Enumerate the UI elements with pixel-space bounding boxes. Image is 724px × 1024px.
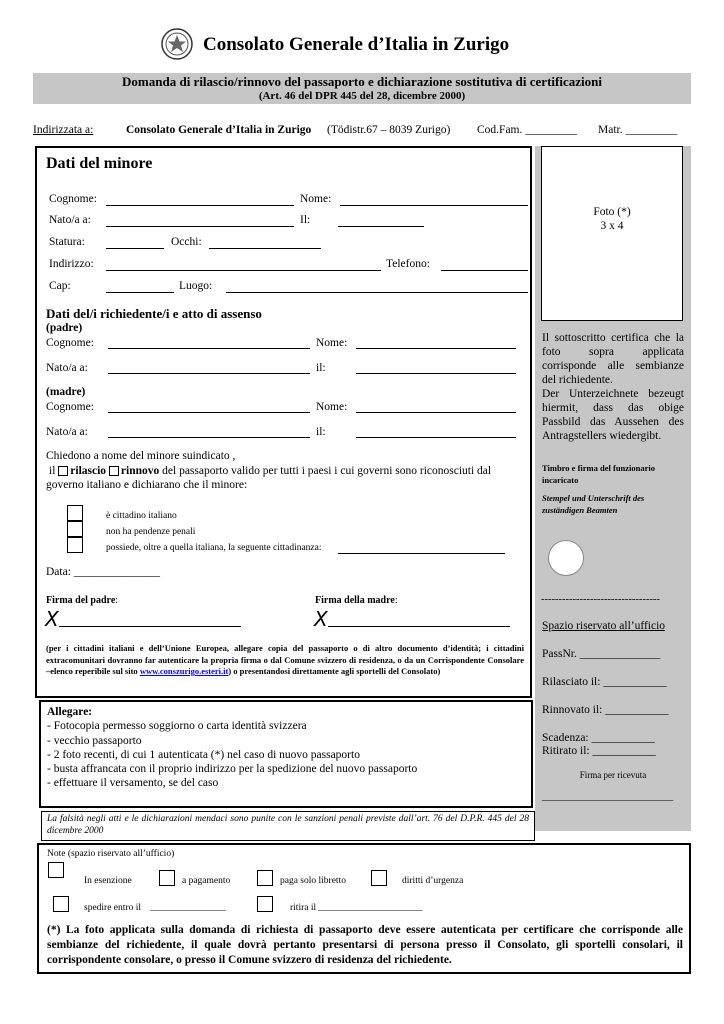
page-title: Consolato Generale d’Italia in Zurigo [203,34,510,55]
padre-il-input[interactable] [356,373,516,374]
mother-signature-text: Firma della madre [315,595,395,606]
opt-citizen-checkbox[interactable] [67,505,83,521]
minor-nato-label: Nato/a a: [49,214,91,226]
spedire-checkbox[interactable] [53,896,69,912]
padre-label: (padre) [46,322,83,334]
stamp-circle [548,540,584,576]
opt-pendenze-checkbox[interactable] [67,521,83,537]
minor-il-input[interactable] [338,226,424,227]
receipt-signature-line[interactable]: _________________________ [542,791,674,802]
urgenza-checkbox[interactable] [371,870,387,886]
falsity-statement: La falsità negli atti e le dichiarazioni mendaci sono punite con le sanzioni penali previste dall’art. 76 del D.P.R. 445 del 28 dicembre 2000 [47,814,529,836]
certification-german: Der Unterzeichnete bezeugt hiermit, dass das obige Passbild das Aussehen des Antragstellers wiedergibt. [542,388,684,442]
madre-nato-label: Nato/a a: [46,426,88,438]
form-subtitle: Domanda di rilascio/rinnovo del passaporto e dichiarazione sostitutiva di certificazioni [122,74,602,89]
minor-indirizzo-input[interactable] [106,270,381,271]
padre-nato-label: Nato/a a: [46,362,88,374]
request-line2-rest: del passaporto valido per tutti i paesi i cui governi sono riconosciuti dal [162,465,492,477]
consulate-website-link[interactable]: www.conszurigo.esteri.it [139,666,229,676]
spedire-date-input[interactable]: ________________ [150,903,226,913]
ritira-label: ritira il [290,903,317,913]
padre-nato-input[interactable] [108,373,310,374]
rinnovo-label: rinnovo [120,465,160,477]
opt-other-citizenship-checkbox[interactable] [67,537,83,553]
attachment-item: - effettuare il versamento, se del caso [47,777,219,789]
minor-heading: Dati del minore [46,155,153,172]
minor-section [35,146,532,698]
madre-nome-input[interactable] [356,412,516,413]
eu-note-part2: ) o presentandosi direttamente agli sportelli del Consolato) [228,666,441,676]
minor-nome-label: Nome: [300,193,332,205]
minor-il-label: Il: [300,214,311,226]
minor-luogo-label: Luogo: [179,280,213,292]
minor-statura-input[interactable] [106,248,164,249]
urgenza-label: diritti d’urgenza [402,876,464,886]
mother-signature-input[interactable] [328,626,510,627]
padre-nome-label: Nome: [316,337,348,349]
opt-other-citizenship-label: possiede, oltre a quella italiana, la seguente cittadinanza: [106,543,322,553]
padre-nome-input[interactable] [356,348,516,349]
minor-cap-label: Cap: [49,280,71,292]
rinnovo-checkbox[interactable] [109,466,119,476]
address-street: (Tödistr.67 – 8039 Zurigo) [327,124,451,136]
scadenza-field[interactable]: Scadenza: ___________ [542,732,655,744]
opt-citizen-label: è cittadino italiano [106,511,177,521]
sidebar-divider: ---------------------------------- [541,594,660,605]
minor-nato-input[interactable] [106,226,294,227]
minor-occhi-label: Occhi: [171,236,202,248]
request-line2 [46,465,491,477]
mother-signature-colon: : [394,595,398,606]
padre-cognome-label: Cognome: [46,337,94,349]
photo-label: Foto (*) [593,206,631,218]
esenzione-checkbox[interactable] [48,862,64,878]
madre-il-input[interactable] [356,437,516,438]
stamp-label-italian: Timbro e firma del funzionario incaricato [542,463,656,485]
mother-signature-label [315,595,398,606]
attachment-item: - 2 foto recenti, di cui 1 autenticata (*) nel caso di nuovo passaporto [47,749,360,761]
libretto-label: paga solo libretto [280,876,346,886]
minor-telefono-input[interactable] [441,270,528,271]
minor-telefono-label: Telefono: [386,258,430,270]
office-notes-label: Note (spazio riservato all’ufficio) [47,849,175,859]
codfam-field[interactable]: Cod.Fam. _________ [477,124,577,136]
madre-label: (madre) [46,386,86,398]
parents-heading: Dati del/i richiedente/i e atto di assenso [46,306,262,321]
madre-cognome-label: Cognome: [46,401,94,413]
madre-cognome-input[interactable] [108,412,310,413]
request-line1: Chiedono a nome del minore suindicato , [46,450,236,462]
matr-field[interactable]: Matr. _________ [598,124,678,136]
pagamento-label: a pagamento [182,876,231,886]
photo-size: 3 x 4 [600,220,624,232]
ritira-checkbox[interactable] [257,896,273,912]
minor-statura-label: Statura: [49,236,85,248]
spedire-label: spedire entro il [84,903,141,913]
certification-italian: Il sottoscritto certifica che la foto sopra applicata corrisponde alle sembianze del richiedente. [542,332,684,386]
rilascio-label: rilascio [70,465,107,477]
madre-il-label: il: [316,426,326,438]
other-citizenship-input[interactable] [338,553,505,554]
photo-box[interactable] [541,146,683,321]
attachment-item: - Fotocopia permesso soggiorno o carta identità svizzera [47,720,307,732]
receipt-signature-label: Firma per ricevuta [579,770,647,780]
photo-authentication-note: (*) La foto applicata sulla domanda di richiesta di passaporto deve essere autenticata per certificare che corrisponde alle sembianze del richiedente, il quale dovrà pertanto presentarsi di persona presso il Consolato, gli sportelli consolari, il corrispondente consolare, o presso il Comune svizzero di residenza del richiedente. [47,924,683,966]
libretto-checkbox[interactable] [257,870,273,886]
emblem [160,27,194,61]
minor-nome-input[interactable] [340,205,528,206]
esenzione-label: In esenzione [84,876,132,886]
stamp-label-german: Stempel und Unterschrift des zuständigen Beamten [542,493,645,515]
address-label: Indirizzata a: [33,124,94,136]
date-field[interactable]: Data: _______________ [46,566,161,578]
minor-cap-input[interactable] [106,292,174,293]
passnr-field[interactable]: PassNr. ______________ [542,648,661,660]
pagamento-checkbox[interactable] [159,870,175,886]
minor-luogo-input[interactable] [226,292,528,293]
request-line3: governo italiano e dichiarano che il minore: [46,479,248,491]
minor-occhi-input[interactable] [209,248,321,249]
rinnovato-field[interactable]: Rinnovato il: ___________ [542,704,669,716]
rilasciato-field[interactable]: Rilasciato il: ___________ [542,676,667,688]
attachment-item: - vecchio passaporto [47,735,142,747]
eu-note-part1: (per i cittadini italiani e dell’Unione Europea, allegare copia del passaporto o di altro documento d’identità; i cittadini extracomunitari dovranno far autenticare la propria firma o dal Comune svizzero di residenza, o da un Corrispondente Consolare –elenco reperibile sul sito [46,643,524,676]
attachment-item: - busta affrancata con il proprio indirizzo per la spedizione del nuovo passaporto [47,763,418,775]
minor-cognome-input[interactable] [106,205,294,206]
attachments-heading: Allegare: [47,706,93,718]
eu-citizens-note [46,643,524,678]
office-reserved-label: Spazio riservato all’ufficio [542,620,666,632]
minor-cognome-label: Cognome: [49,193,97,205]
madre-nome-label: Nome: [316,401,348,413]
address-consulate: Consolato Generale d’Italia in Zurigo [126,124,312,136]
madre-nato-input[interactable] [108,437,310,438]
ritirato-field[interactable]: Ritirato il: ___________ [542,745,656,757]
minor-indirizzo-label: Indirizzo: [49,258,94,270]
father-signature-input[interactable] [59,626,241,627]
padre-il-label: il: [316,362,326,374]
father-signature-text: Firma del padre [46,595,116,606]
rilascio-checkbox[interactable] [58,466,68,476]
father-signature-colon: : [115,595,119,606]
mother-signature-x: X [314,607,328,631]
father-signature-x: X [45,607,59,631]
opt-pendenze-label: non ha pendenze penali [106,527,196,537]
form-legal-ref: (Art. 46 del DPR 445 del 28, dicembre 2000) [258,90,466,102]
ritira-date-input[interactable]: ______________________ [318,903,423,913]
father-signature-label [46,595,118,606]
request-il: il [49,465,56,477]
padre-cognome-input[interactable] [108,348,310,349]
